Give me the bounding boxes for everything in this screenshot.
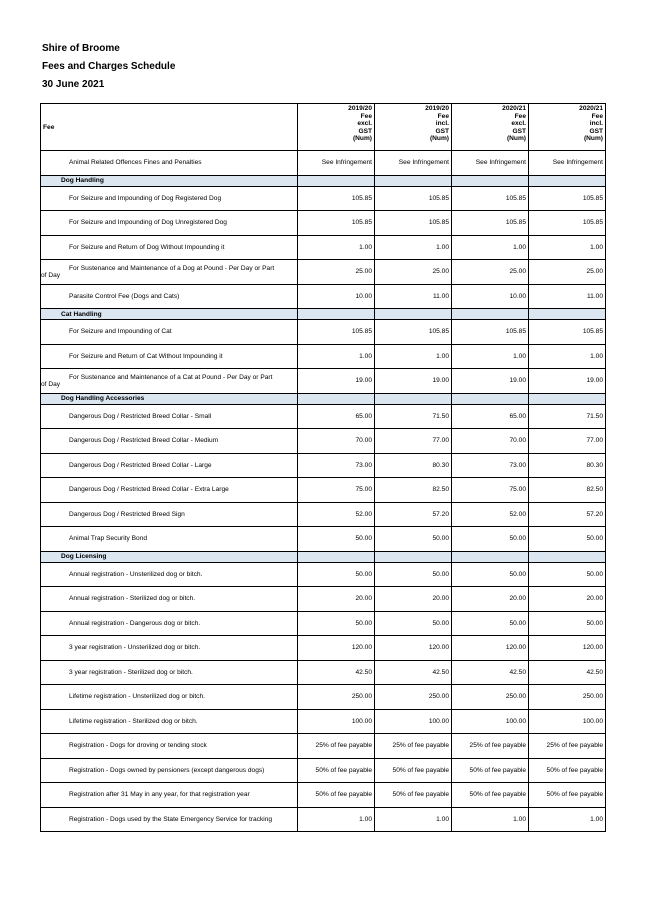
fee-value-cell: 19.00 (529, 369, 606, 394)
fee-value-cell: 80.30 (529, 453, 606, 478)
fee-description-line-2: of Day (41, 380, 61, 388)
table-row (41, 783, 606, 808)
category-label: Dog Licensing (41, 551, 298, 562)
fee-value-cell: 105.85 (375, 320, 452, 345)
fee-value-cell: 10.00 (452, 284, 529, 309)
fee-description: Registration - Dogs owned by pensioners (except dangerous dogs) (41, 758, 298, 783)
fee-value-cell: 50.00 (375, 527, 452, 552)
fee-value-cell: 250.00 (452, 685, 529, 710)
table-row (41, 235, 606, 260)
category-empty-cell (452, 551, 529, 562)
fee-value-cell: 42.50 (529, 660, 606, 685)
fee-value-cell: 120.00 (452, 636, 529, 661)
table-row (41, 734, 606, 759)
fee-description: Annual registration - Dangerous dog or bitch. (41, 611, 298, 636)
table-row (41, 320, 606, 345)
fee-description: Dangerous Dog / Restricted Breed Collar - Medium (41, 429, 298, 454)
category-empty-cell (452, 309, 529, 320)
category-empty-cell (452, 393, 529, 404)
fee-value-cell: 20.00 (298, 587, 375, 612)
fee-value-cell: 50.00 (298, 562, 375, 587)
fee-description: For Seizure and Return of Dog Without Impounding it (41, 235, 298, 260)
fee-description: Animal Trap Security Bond (41, 527, 298, 552)
fee-value-cell: 1.00 (452, 807, 529, 832)
category-empty-cell (375, 309, 452, 320)
fee-value-cell: 1.00 (375, 235, 452, 260)
fee-value-cell: 105.85 (452, 186, 529, 211)
fee-value-cell: 50% of fee payable (529, 758, 606, 783)
fee-description: Annual registration - Sterilized dog or bitch. (41, 587, 298, 612)
fee-value-cell: 50% of fee payable (375, 758, 452, 783)
table-row (41, 453, 606, 478)
fee-value-cell: 1.00 (529, 807, 606, 832)
fee-value-cell: 105.85 (452, 320, 529, 345)
fee-value-cell: 57.20 (375, 502, 452, 527)
category-empty-cell (529, 175, 606, 186)
fee-description: Lifetime registration - Unsterilized dog or bitch. (41, 685, 298, 710)
fee-value-cell: 70.00 (298, 429, 375, 454)
fee-value-cell: 1.00 (452, 235, 529, 260)
fee-description: Dangerous Dog / Restricted Breed Collar - Extra Large (41, 478, 298, 503)
fee-value-cell: 50.00 (375, 562, 452, 587)
fee-value-cell: 1.00 (298, 235, 375, 260)
fee-value-cell: 100.00 (452, 709, 529, 734)
category-empty-cell (298, 393, 375, 404)
table-header-row (41, 104, 606, 151)
fee-value-cell: 1.00 (375, 807, 452, 832)
fee-value-cell: 73.00 (452, 453, 529, 478)
fee-value-cell: 25.00 (298, 260, 375, 285)
fee-value-cell: 11.00 (375, 284, 452, 309)
fee-description: Registration after 31 May in any year, for that registration year (41, 783, 298, 808)
table-row (41, 260, 606, 285)
fee-description: Registration - Dogs for droving or tending stock (41, 734, 298, 759)
category-empty-cell (529, 309, 606, 320)
fee-value-cell: See Infringement (298, 151, 375, 176)
fee-value-cell: 1.00 (298, 344, 375, 369)
fee-value-cell: 77.00 (529, 429, 606, 454)
category-empty-cell (375, 175, 452, 186)
fee-description: Dangerous Dog / Restricted Breed Collar - Small (41, 404, 298, 429)
fee-value-cell: 250.00 (375, 685, 452, 710)
table-row (41, 758, 606, 783)
document-title: Fees and Charges Schedule (42, 61, 176, 72)
fee-value-cell: 65.00 (452, 404, 529, 429)
table-row (41, 151, 606, 176)
fee-value-cell: 1.00 (298, 807, 375, 832)
fee-value-cell: 42.50 (375, 660, 452, 685)
fee-value-cell: 50.00 (375, 611, 452, 636)
fee-value-cell: 52.00 (452, 502, 529, 527)
fee-description-line-1: For Sustenance and Maintenance of a Cat at Pound - Per Day or Part (69, 373, 273, 381)
fee-value-cell: 100.00 (529, 709, 606, 734)
fee-value-cell: 71.50 (375, 404, 452, 429)
table-row (41, 709, 606, 734)
category-empty-cell (298, 175, 375, 186)
fee-value-cell: 25% of fee payable (375, 734, 452, 759)
fee-value-cell: 1.00 (452, 344, 529, 369)
fee-value-cell: 50% of fee payable (298, 758, 375, 783)
fee-description (41, 260, 298, 285)
fee-value-cell: 20.00 (529, 587, 606, 612)
fee-value-cell: 105.85 (375, 211, 452, 236)
fee-value-cell: 105.85 (298, 320, 375, 345)
category-label: Cat Handling (41, 309, 298, 320)
category-empty-cell (529, 551, 606, 562)
fee-value-cell: 50.00 (298, 527, 375, 552)
table-row (41, 369, 606, 394)
table-row (41, 478, 606, 503)
fee-value-cell: 105.85 (529, 320, 606, 345)
category-row (41, 309, 606, 320)
fee-value-cell: 50.00 (529, 527, 606, 552)
fee-value-cell: 42.50 (452, 660, 529, 685)
table-row (41, 211, 606, 236)
fee-value-cell: 11.00 (529, 284, 606, 309)
table-row (41, 685, 606, 710)
fee-value-cell: 25.00 (452, 260, 529, 285)
table-row (41, 562, 606, 587)
table-row (41, 186, 606, 211)
fee-value-cell: 25.00 (529, 260, 606, 285)
fee-description (41, 369, 298, 394)
fee-description-line-2: of Day (41, 271, 61, 279)
fee-value-cell: See Infringement (375, 151, 452, 176)
category-label: Dog Handling (41, 175, 298, 186)
fee-value-cell: 75.00 (452, 478, 529, 503)
column-header-2020-21-excl: 2020/21 Fee excl. GST (Num) (452, 104, 529, 151)
category-row (41, 393, 606, 404)
fee-description: Parasite Control Fee (Dogs and Cats) (41, 284, 298, 309)
table-row (41, 344, 606, 369)
fee-value-cell: 105.85 (375, 186, 452, 211)
table-row (41, 807, 606, 832)
fee-value-cell: 50% of fee payable (529, 783, 606, 808)
category-empty-cell (375, 551, 452, 562)
category-label: Dog Handling Accessories (41, 393, 298, 404)
fee-value-cell: 1.00 (529, 235, 606, 260)
fee-value-cell: 120.00 (375, 636, 452, 661)
fee-value-cell: 250.00 (298, 685, 375, 710)
category-row (41, 551, 606, 562)
category-empty-cell (375, 393, 452, 404)
fee-description: For Seizure and Return of Cat Without Impounding it (41, 344, 298, 369)
fee-description-line-1: For Sustenance and Maintenance of a Dog at Pound - Per Day or Part (69, 264, 275, 272)
category-empty-cell (452, 175, 529, 186)
column-header-2019-20-excl: 2019/20 Fee excl. GST (Num) (298, 104, 375, 151)
fee-value-cell: 100.00 (298, 709, 375, 734)
fee-value-cell: 77.00 (375, 429, 452, 454)
fee-value-cell: 50.00 (452, 562, 529, 587)
fee-description: For Seizure and Impounding of Cat (41, 320, 298, 345)
fee-value-cell: 82.50 (529, 478, 606, 503)
fee-value-cell: 20.00 (375, 587, 452, 612)
table-row (41, 429, 606, 454)
fee-description: Dangerous Dog / Restricted Breed Sign (41, 502, 298, 527)
fee-value-cell: 19.00 (298, 369, 375, 394)
fee-value-cell: 19.00 (452, 369, 529, 394)
fee-value-cell: 70.00 (452, 429, 529, 454)
table-row (41, 660, 606, 685)
column-header-2020-21-incl: 2020/21 Fee incl. GST (Num) (529, 104, 606, 151)
fee-value-cell: 50% of fee payable (452, 758, 529, 783)
fee-value-cell: 80.30 (375, 453, 452, 478)
fee-value-cell: 19.00 (375, 369, 452, 394)
fee-value-cell: 105.85 (529, 186, 606, 211)
fee-value-cell: 50.00 (452, 611, 529, 636)
fee-value-cell: 105.85 (298, 211, 375, 236)
fee-value-cell: 105.85 (529, 211, 606, 236)
table-row (41, 636, 606, 661)
table-row (41, 611, 606, 636)
fee-value-cell: 52.00 (298, 502, 375, 527)
category-row (41, 175, 606, 186)
fee-value-cell: 20.00 (452, 587, 529, 612)
fee-description: Dangerous Dog / Restricted Breed Collar - Large (41, 453, 298, 478)
fee-value-cell: 71.50 (529, 404, 606, 429)
table-row (41, 587, 606, 612)
fee-value-cell: 250.00 (529, 685, 606, 710)
fee-value-cell: 57.20 (529, 502, 606, 527)
fee-value-cell: 10.00 (298, 284, 375, 309)
fee-description: Lifetime registration - Sterilized dog or bitch. (41, 709, 298, 734)
fee-value-cell: 50% of fee payable (375, 783, 452, 808)
fee-description: Annual registration - Unsterilized dog or bitch. (41, 562, 298, 587)
fee-value-cell: 82.50 (375, 478, 452, 503)
document-date: 30 June 2021 (42, 79, 105, 90)
table-row (41, 502, 606, 527)
fee-value-cell: 120.00 (529, 636, 606, 661)
fee-value-cell: 75.00 (298, 478, 375, 503)
table-row (41, 527, 606, 552)
fee-value-cell: 50% of fee payable (452, 783, 529, 808)
fee-value-cell: 42.50 (298, 660, 375, 685)
fee-value-cell: 25.00 (375, 260, 452, 285)
organisation-name: Shire of Broome (42, 43, 120, 54)
fee-column-header: Fee (41, 104, 298, 151)
fee-value-cell: 25% of fee payable (298, 734, 375, 759)
fee-description: For Seizure and Impounding of Dog Registered Dog (41, 186, 298, 211)
fee-value-cell: 25% of fee payable (529, 734, 606, 759)
fee-value-cell: See Infringement (452, 151, 529, 176)
category-empty-cell (298, 309, 375, 320)
fees-table (40, 103, 606, 832)
fee-value-cell: 1.00 (529, 344, 606, 369)
fee-description: For Seizure and Impounding of Dog Unregistered Dog (41, 211, 298, 236)
fee-description: 3 year registration - Unsterilized dog or bitch. (41, 636, 298, 661)
fee-value-cell: 50.00 (298, 611, 375, 636)
fee-value-cell: 50% of fee payable (298, 783, 375, 808)
fee-value-cell: 50.00 (529, 611, 606, 636)
fee-value-cell: 1.00 (375, 344, 452, 369)
fee-value-cell: 65.00 (298, 404, 375, 429)
fee-value-cell: 100.00 (375, 709, 452, 734)
fee-value-cell: 25% of fee payable (452, 734, 529, 759)
table-row (41, 404, 606, 429)
fee-description: Registration - Dogs used by the State Emergency Service for tracking (41, 807, 298, 832)
category-empty-cell (529, 393, 606, 404)
fee-value-cell: 50.00 (452, 527, 529, 552)
fee-value-cell: 50.00 (529, 562, 606, 587)
document-header (42, 40, 175, 94)
fee-value-cell: 105.85 (452, 211, 529, 236)
fee-value-cell: See Infringement (529, 151, 606, 176)
fee-value-cell: 105.85 (298, 186, 375, 211)
fees-table-body (41, 151, 606, 832)
fee-value-cell: 73.00 (298, 453, 375, 478)
fee-value-cell: 120.00 (298, 636, 375, 661)
fee-description: Animal Related Offences Fines and Penalties (41, 151, 298, 176)
table-row (41, 284, 606, 309)
category-empty-cell (298, 551, 375, 562)
fee-description: 3 year registration - Sterilized dog or bitch. (41, 660, 298, 685)
column-header-2019-20-incl: 2019/20 Fee incl. GST (Num) (375, 104, 452, 151)
